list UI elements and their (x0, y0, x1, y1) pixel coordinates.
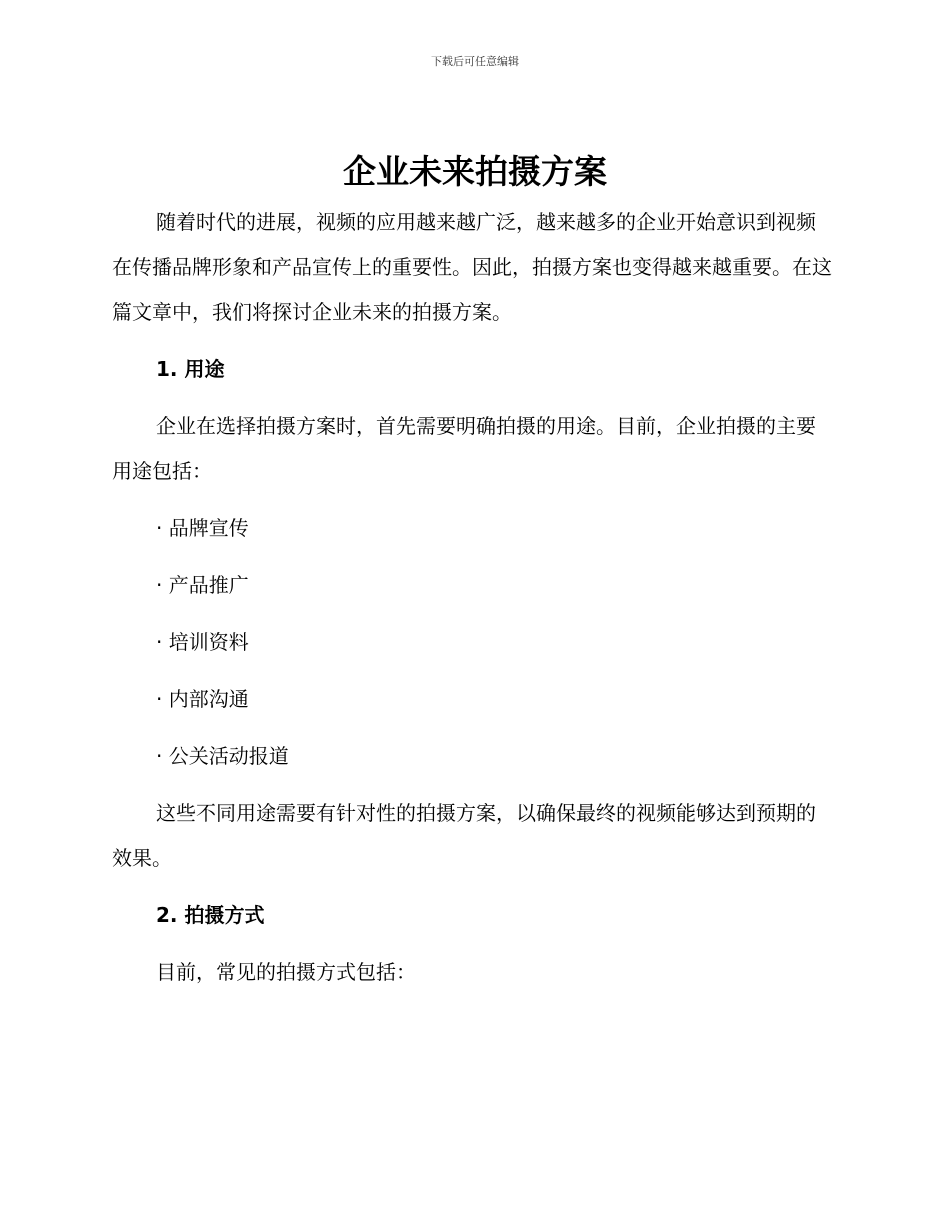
document-title: 企业未来拍摄方案 (343, 152, 607, 191)
bullet-item: · 公关活动报道 (156, 744, 289, 768)
bullet-item: · 内部沟通 (156, 687, 249, 711)
bullet-item: · 产品推广 (156, 573, 249, 597)
header-note: 下载后可任意编辑 (431, 55, 519, 68)
section-2-paragraph: 目前，常见的拍摄方式包括： (156, 960, 416, 984)
intro-paragraph: 随着时代的进展，视频的应用越来越广泛，越来越多的企业开始意识到视频在传播品牌形象和产品宣传上的重要性。因此，拍摄方案也变得越来越重要。在这篇文章中，我们将探讨企业未来的拍摄方案。 (112, 210, 832, 324)
section-1-closing-paragraph: 这些不同用途需要有针对性的拍摄方案，以确保最终的视频能够达到预期的效果。 (112, 801, 816, 870)
bullet-item: · 培训资料 (156, 630, 249, 654)
bullet-item: · 品牌宣传 (156, 516, 249, 540)
document-body (112, 200, 832, 995)
section-1-heading: 1. 用途 (156, 357, 225, 381)
section-1-paragraph: 企业在选择拍摄方案时，首先需要明确拍摄的用途。目前，企业拍摄的主要用途包括： (112, 414, 816, 483)
section-2-heading: 2. 拍摄方式 (156, 903, 265, 927)
